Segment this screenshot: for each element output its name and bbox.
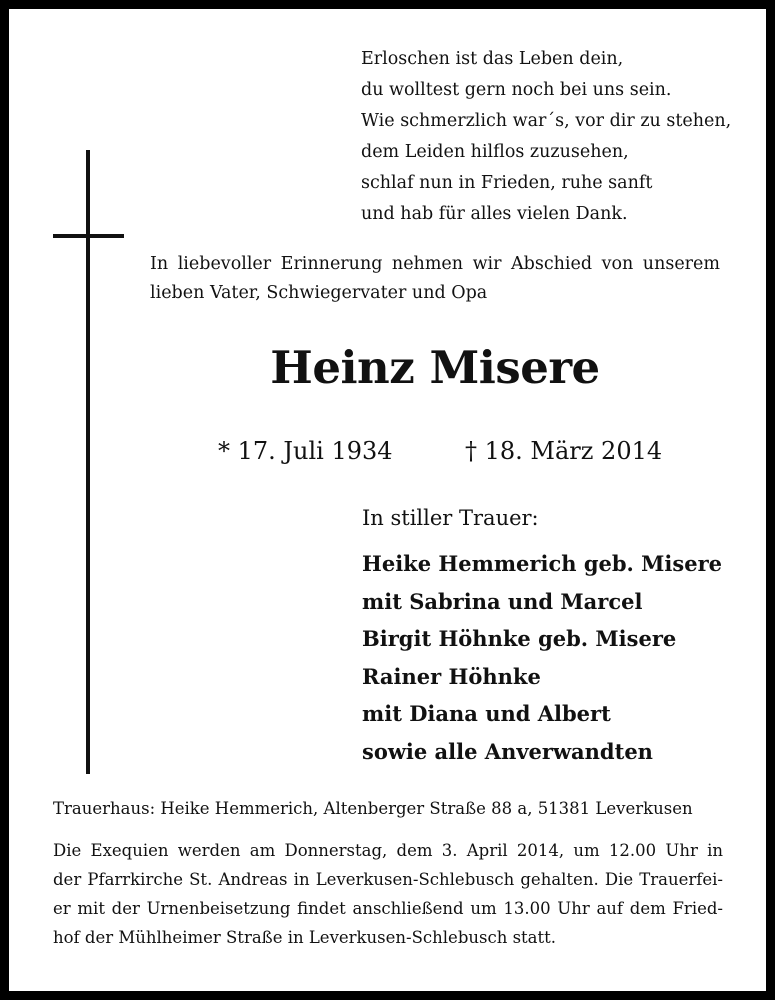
service-line: Die Exequien werden am Donnerstag, dem 3. April 2014, um 12.00 Uhr in — [53, 841, 723, 860]
intro-line: lieben Vater, Schwiegervater und Opa — [150, 283, 488, 303]
mourner-line: mit Sabrina und Marcel — [362, 588, 643, 614]
mourner-line: mit Diana und Albert — [362, 701, 611, 726]
intro-line: In liebevoller Erinnerung nehmen wir Abschied von unserem — [150, 254, 720, 274]
mourners-list — [362, 545, 722, 770]
mourner-line: Rainer Höhnke — [362, 663, 541, 689]
service-line: hof der Mühlheimer Straße in Leverkusen-Schlebusch statt. — [53, 928, 557, 947]
poem-line: und hab für alles vielen Dank. — [361, 204, 628, 224]
mourner-line: Birgit Höhnke geb. Misere — [362, 626, 677, 651]
cross-horizontal-bar — [53, 234, 124, 238]
birth-date: * 17. Juli 1934 — [218, 437, 393, 465]
poem — [361, 44, 741, 230]
mourner-line: sowie alle Anverwandten — [362, 738, 653, 764]
poem-line: Erloschen ist das Leben dein, — [361, 49, 624, 69]
poem-line: schlaf nun in Frieden, ruhe sanft — [361, 173, 653, 193]
death-date: † 18. März 2014 — [465, 437, 663, 465]
mourning-label: In stiller Trauer: — [362, 506, 539, 530]
mourning-house: Trauerhaus: Heike Hemmerich, Altenberger Straße 88 a, 51381 Leverkusen — [53, 799, 693, 818]
mourner-line: Heike Hemmerich geb. Misere — [362, 551, 722, 576]
service-line: er mit der Urnenbeisetzung findet anschließend um 13.00 Uhr auf dem Fried- — [53, 899, 723, 918]
cross-vertical-bar — [86, 150, 90, 774]
poem-line: dem Leiden hilflos zuzusehen, — [361, 142, 629, 162]
intro-text — [150, 250, 720, 308]
service-line: der Pfarrkirche St. Andreas in Leverkusen-Schlebusch gehalten. Die Trauerfei- — [53, 870, 723, 889]
deceased-name: Heinz Misere — [270, 341, 600, 394]
service-info — [53, 836, 723, 952]
poem-line: Wie schmerzlich war´s, vor dir zu stehen, — [361, 111, 732, 131]
poem-line: du wolltest gern noch bei uns sein. — [361, 80, 672, 100]
